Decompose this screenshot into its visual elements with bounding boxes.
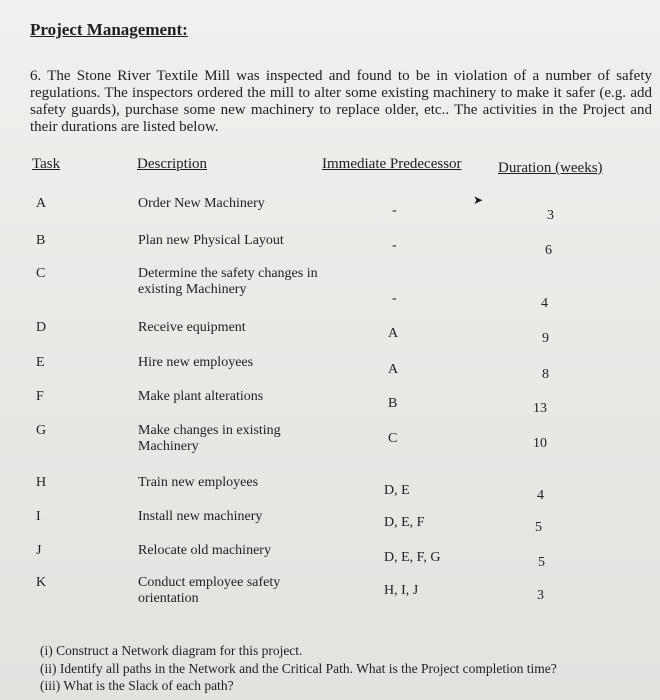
duration-cell: 4 bbox=[537, 488, 544, 503]
page-title: Project Management: bbox=[30, 20, 188, 39]
header-predecessor: Immediate Predecessor bbox=[322, 156, 462, 172]
predecessor-cell: A bbox=[388, 362, 399, 377]
mouse-cursor-icon: ➤ bbox=[473, 193, 484, 207]
predecessor-cell: D, E, F bbox=[384, 515, 425, 530]
task-cell: D bbox=[36, 320, 47, 335]
duration-cell: 8 bbox=[542, 367, 549, 382]
problem-statement bbox=[30, 68, 652, 136]
duration-cell: 3 bbox=[547, 208, 554, 223]
task-cell: I bbox=[36, 509, 41, 524]
description-cell: Order New Machinery bbox=[138, 196, 265, 211]
task-cell: G bbox=[36, 423, 47, 438]
description-cell: Receive equipment bbox=[138, 320, 246, 335]
duration-cell: 4 bbox=[541, 296, 548, 311]
predecessor-cell: - bbox=[392, 291, 397, 306]
duration-cell: 10 bbox=[533, 436, 547, 451]
task-cell: E bbox=[36, 355, 45, 370]
task-cell: C bbox=[36, 266, 46, 281]
task-cell: A bbox=[36, 196, 47, 211]
description-cell: Train new employees bbox=[138, 475, 259, 490]
description-cell: Make changes in existing Machinery bbox=[138, 423, 281, 454]
problem-number: 6. bbox=[30, 68, 42, 84]
header-description: Description bbox=[137, 156, 207, 172]
predecessor-cell: H, I, J bbox=[384, 583, 419, 598]
predecessor-cell: B bbox=[388, 396, 398, 411]
description-cell: Determine the safety changes in existing Machinery bbox=[138, 266, 318, 297]
duration-cell: 5 bbox=[538, 555, 545, 570]
duration-cell: 6 bbox=[545, 243, 552, 258]
duration-cell: 3 bbox=[537, 588, 544, 603]
question-2: (ii) Identify all paths in the Network and the Critical Path. What is the Project completion time? bbox=[40, 661, 557, 676]
predecessor-cell: D, E bbox=[384, 483, 410, 498]
task-cell: H bbox=[36, 475, 47, 490]
header-duration: Duration (weeks) bbox=[498, 160, 603, 176]
question-1: (i) Construct a Network diagram for this project. bbox=[40, 643, 303, 658]
predecessor-cell: C bbox=[388, 431, 398, 446]
description-cell: Plan new Physical Layout bbox=[138, 233, 284, 248]
task-cell: F bbox=[36, 389, 44, 404]
predecessor-cell: - bbox=[392, 203, 397, 218]
description-cell: Conduct employee safety orientation bbox=[138, 575, 281, 606]
task-cell: B bbox=[36, 233, 46, 248]
task-cell: J bbox=[36, 543, 42, 558]
problem-text: The Stone River Textile Mill was inspected and found to be in violation of a number of safety regulations. The inspectors ordered the mill to alter some existing machinery to make it safer (e.g. add safety guards), purchase some new machinery to replace older, etc.. The activities in the Project and their durations are listed below. bbox=[30, 68, 652, 135]
task-cell: K bbox=[36, 575, 47, 590]
predecessor-cell: A bbox=[388, 326, 399, 341]
question-3: (iii) What is the Slack of each path? bbox=[40, 678, 234, 693]
predecessor-cell: - bbox=[392, 238, 397, 253]
duration-cell: 13 bbox=[533, 401, 547, 416]
description-cell: Hire new employees bbox=[138, 355, 254, 370]
header-task: Task bbox=[32, 156, 61, 172]
duration-cell: 5 bbox=[535, 520, 542, 535]
description-cell: Make plant alterations bbox=[138, 389, 264, 404]
description-cell: Install new machinery bbox=[138, 509, 263, 524]
duration-cell: 9 bbox=[542, 331, 549, 346]
predecessor-cell: D, E, F, G bbox=[384, 550, 441, 565]
description-cell: Relocate old machinery bbox=[138, 543, 271, 558]
